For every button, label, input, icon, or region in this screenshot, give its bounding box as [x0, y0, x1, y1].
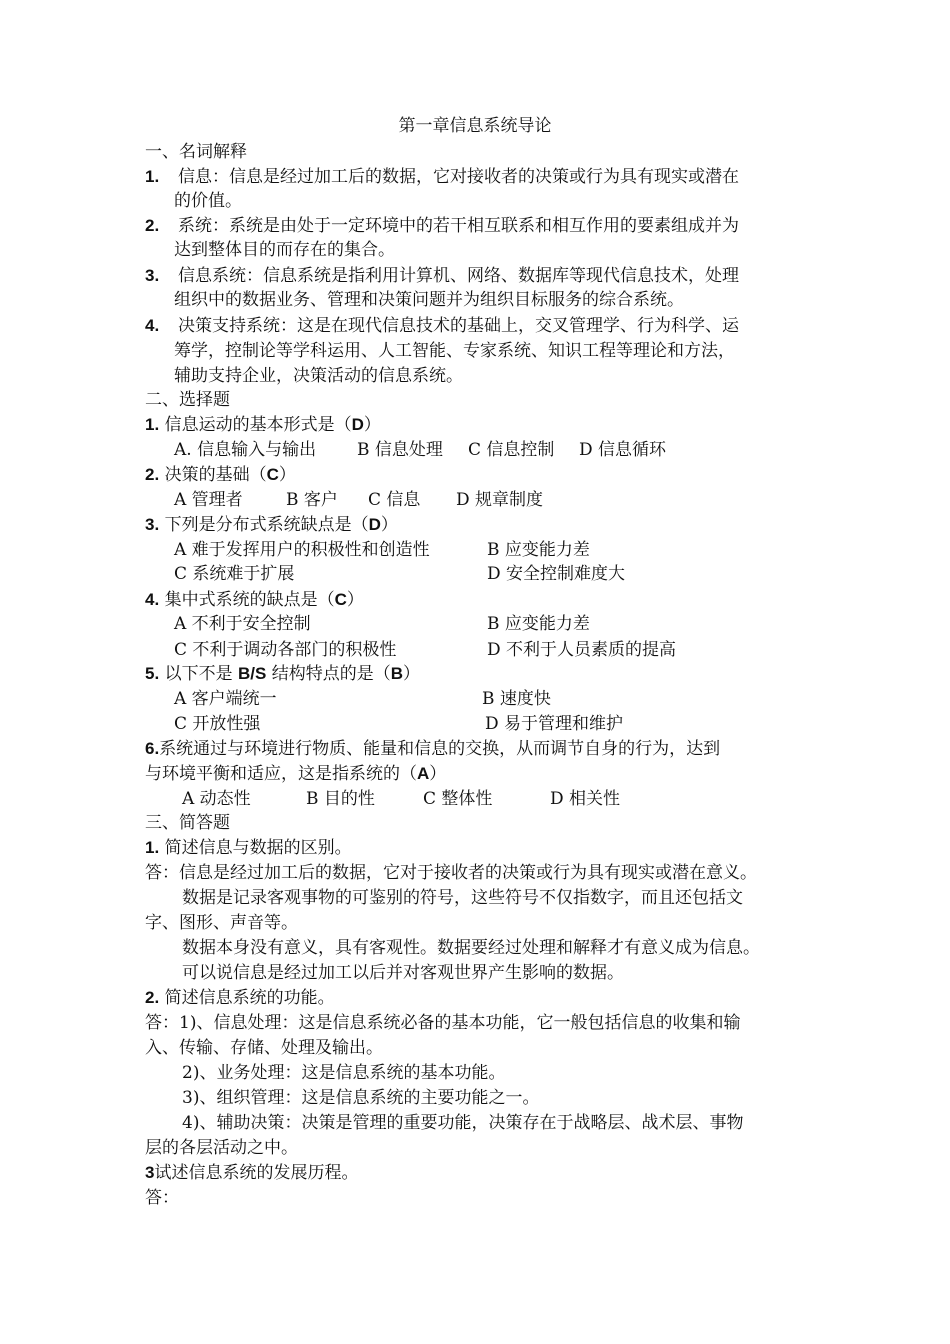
option: B 信息处理 — [357, 440, 443, 460]
option: D 相关性 — [550, 789, 621, 809]
option: C 开放性强 — [174, 714, 261, 734]
option: C 整体性 — [423, 789, 493, 809]
answer-line: 可以说信息是经过加工以后并对客观世界产生影响的数据。 — [182, 963, 624, 983]
question-line — [145, 738, 720, 760]
answer-letter: C — [334, 590, 347, 609]
question-number: 1. — [145, 838, 160, 857]
question-number: 5. — [145, 664, 160, 683]
question-line — [145, 837, 352, 859]
question-line: 1. 信息运动的基本形式是（D） — [145, 415, 381, 435]
answer-letter: A — [417, 764, 430, 783]
question-number: 3. — [145, 515, 160, 534]
option: D 不利于人员素质的提高 — [487, 640, 677, 660]
answer-line: 数据本身没有意义，具有客观性。数据要经过处理和解释才有意义成为信息。 — [182, 938, 760, 958]
question-text: 以下不是 — [164, 664, 238, 684]
item-number: 1. — [145, 167, 160, 186]
question-line: 2. 决策的基础（C） — [145, 465, 296, 485]
answer-letter: D — [351, 415, 364, 434]
option: A 难于发挥用户的积极性和创造性 — [174, 540, 430, 560]
term-definition-line: 筹学，控制论等学科运用、人工智能、专家系统、知识工程等理论和方法， — [174, 341, 735, 361]
question-number: 4. — [145, 590, 160, 609]
option: B 目的性 — [306, 789, 375, 809]
question-text: 决策的基础（ — [164, 465, 267, 485]
answer-letter: C — [266, 465, 279, 484]
question-text: 信息运动的基本形式是（ — [164, 415, 352, 435]
question-text: 系统通过与环境进行物质、能量和信息的交换，从而调节自身的行为，达到 — [159, 739, 721, 759]
question-number: 2. — [145, 988, 160, 1007]
question-line — [145, 987, 335, 1009]
term-definition-line: 信息系统：信息系统是指利用计算机、网络、数据库等现代信息技术，处理 — [178, 266, 739, 286]
question-line: 3. 下列是分布式系统缺点是（D） — [145, 515, 398, 535]
option: D 易于管理和维护 — [485, 714, 624, 734]
question-number: 1. — [145, 415, 160, 434]
term-definition-line: 决策支持系统：这是在现代信息技术的基础上，交叉管理学、行为科学、运 — [178, 316, 739, 336]
page-title: 第一章信息系统导论 — [398, 116, 552, 136]
item-number: 3. — [145, 266, 160, 285]
item-number: 2. — [145, 216, 160, 235]
bs-term: B/S — [238, 664, 267, 683]
option: B 应变能力差 — [487, 614, 590, 634]
option: D 规章制度 — [456, 490, 544, 510]
section-heading-short-answer: 三、简答题 — [145, 813, 230, 833]
question-text: 下列是分布式系统缺点是（ — [164, 515, 369, 535]
term-definition-line: 信息：信息是经过加工后的数据，它对接收者的决策或行为具有现实或潜在 — [178, 167, 739, 187]
option: C 信息 — [368, 490, 421, 510]
answer-line: 层的各层活动之中。 — [145, 1138, 298, 1158]
answer-line: 数据是记录客观事物的可鉴别的符号，这些符号不仅指数字，而且还包括文 — [182, 888, 743, 908]
option: C 不利于调动各部门的积极性 — [174, 640, 397, 660]
option: D 信息循环 — [579, 440, 667, 460]
option: A 客户端统一 — [174, 689, 277, 709]
answer-line: 入、传输、存储、处理及输出。 — [145, 1038, 383, 1058]
question-text: 试述信息系统的发展历程。 — [154, 1163, 359, 1183]
question-line: 5. 以下不是 B/S 结构特点的是（B） — [145, 664, 421, 684]
option: A 不利于安全控制 — [174, 614, 311, 634]
term-definition-line: 辅助支持企业，决策活动的信息系统。 — [174, 366, 463, 386]
option: B 应变能力差 — [487, 540, 590, 560]
option: B 客户 — [286, 490, 338, 510]
option: A 管理者 — [174, 490, 243, 510]
question-number: 3 — [145, 1163, 155, 1182]
question-text: 集中式系统的缺点是（ — [164, 590, 335, 610]
answer-letter: D — [368, 515, 381, 534]
answer-line: 2)、业务处理：这是信息系统的基本功能。 — [182, 1063, 506, 1083]
option: B 速度快 — [482, 689, 551, 709]
term-definition-line: 系统：系统是由处于一定环境中的若干相互联系和相互作用的要素组成并为 — [178, 216, 739, 236]
term-definition-line: 组织中的数据业务、管理和决策问题并为组织目标服务的综合系统。 — [174, 290, 684, 310]
option: C 系统难于扩展 — [174, 564, 295, 584]
answer-line: 答：1)、信息处理：这是信息系统必备的基本功能，它一般包括信息的收集和输 — [145, 1013, 741, 1033]
question-number: 2. — [145, 465, 160, 484]
section-heading-choice: 二、选择题 — [145, 390, 230, 410]
answer-line: 答： — [145, 1188, 179, 1208]
question-number: 6. — [145, 739, 160, 758]
term-definition-line: 达到整体目的而存在的集合。 — [174, 240, 395, 260]
question-text: 与环境平衡和适应，这是指系统的（ — [145, 764, 417, 784]
section-heading-terms: 一、名词解释 — [145, 142, 247, 162]
answer-letter: B — [390, 664, 404, 683]
question-line: 4. 集中式系统的缺点是（C） — [145, 590, 364, 610]
question-text: 简述信息与数据的区别。 — [164, 838, 352, 858]
term-definition-line: 的价值。 — [174, 191, 242, 211]
option: C 信息控制 — [468, 440, 555, 460]
question-text: 简述信息系统的功能。 — [164, 988, 335, 1008]
question-line: 与环境平衡和适应，这是指系统的（A） — [145, 764, 447, 784]
answer-line: 字、图形、声音等。 — [145, 913, 298, 933]
answer-line: 3)、组织管理：这是信息系统的主要功能之一。 — [182, 1088, 540, 1108]
option: A. 信息输入与输出 — [174, 440, 317, 460]
answer-line: 4)、辅助决策：决策是管理的重要功能，决策存在于战略层、战术层、事物 — [182, 1113, 744, 1133]
item-number: 4. — [145, 316, 160, 335]
option: A 动态性 — [182, 789, 251, 809]
answer-line: 答：信息是经过加工后的数据，它对于接收者的决策或行为具有现实或潜在意义。 — [145, 863, 757, 883]
option: D 安全控制难度大 — [487, 564, 626, 584]
question-line — [145, 1162, 358, 1184]
